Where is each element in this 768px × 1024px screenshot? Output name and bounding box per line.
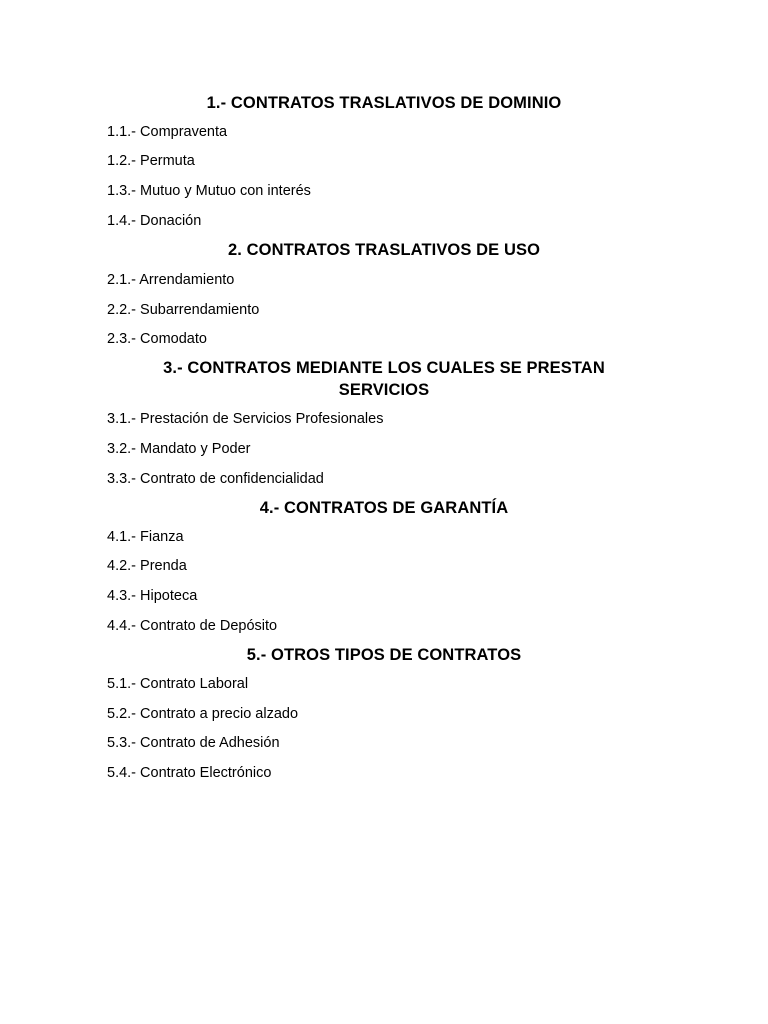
section-heading: 5.- OTROS TIPOS DE CONTRATOS [246, 646, 522, 664]
section-heading: 3.- CONTRATOS MEDIANTE LOS CUALES SE PRESTAN SERVICIOS [163, 359, 605, 399]
section-heading: 2. CONTRATOS TRASLATIVOS DE USO [227, 241, 541, 259]
section-list [107, 528, 661, 636]
section-list [107, 123, 661, 231]
list-item: 5.4.- Contrato Electrónico [107, 765, 272, 781]
list-item: 1.2.- Permuta [107, 153, 195, 169]
list-item: 4.1.- Fianza [107, 529, 184, 545]
list-item: 4.3.- Hipoteca [107, 588, 198, 604]
list-item: 1.4.- Donación [107, 213, 202, 229]
list-item: 5.3.- Contrato de Adhesión [107, 735, 280, 751]
section-2 [107, 239, 661, 349]
section-list [107, 410, 661, 489]
list-item: 5.2.- Contrato a precio alzado [107, 706, 299, 722]
section-list [107, 271, 661, 349]
section-5 [107, 644, 661, 783]
list-item: 5.1.- Contrato Laboral [107, 676, 249, 692]
list-item: 2.3.- Comodato [107, 331, 207, 347]
section-4 [107, 497, 661, 636]
list-item: 4.2.- Prenda [107, 558, 187, 574]
section-heading: 4.- CONTRATOS DE GARANTÍA [259, 499, 509, 517]
list-item: 1.1.- Compraventa [107, 124, 228, 140]
list-item: 2.2.- Subarrendamiento [107, 302, 260, 318]
list-item: 2.1.- Arrendamiento [107, 272, 235, 288]
document-body [107, 92, 661, 783]
section-heading: 1.- CONTRATOS TRASLATIVOS DE DOMINIO [206, 94, 562, 112]
section-3 [107, 357, 661, 489]
list-item: 3.3.- Contrato de confidencialidad [107, 471, 324, 487]
list-item: 4.4.- Contrato de Depósito [107, 618, 278, 634]
section-list [107, 675, 661, 783]
list-item: 1.3.- Mutuo y Mutuo con interés [107, 183, 311, 199]
list-item: 3.2.- Mandato y Poder [107, 441, 251, 457]
section-1 [107, 92, 661, 231]
list-item: 3.1.- Prestación de Servicios Profesionales [107, 411, 384, 427]
